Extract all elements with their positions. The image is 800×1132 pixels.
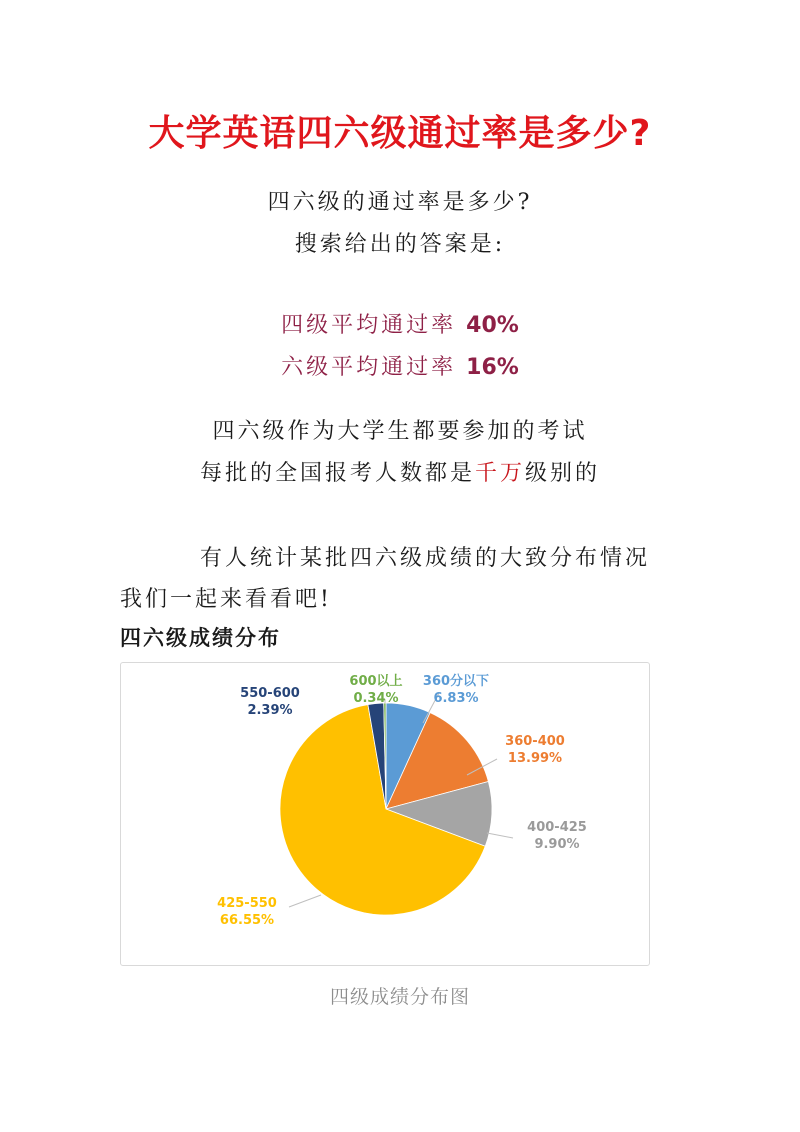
chart-caption: 四级成绩分布图: [329, 986, 470, 1008]
slice-label-4: 550-600: [240, 686, 300, 701]
slice-label-3: 425-550: [217, 896, 277, 911]
slice-label-5: 600以上: [349, 674, 403, 689]
intro-question: 四六级的通过率是多少?: [267, 190, 533, 215]
slice-value-5: 0.34%: [353, 691, 399, 706]
body-line-2-prefix: 每批的全国报考人数都是: [199, 461, 475, 486]
page-title: 大学英语四六级通过率是多少?: [148, 113, 652, 154]
intro-answer-lead: 搜索给出的答案是:: [294, 232, 506, 257]
body-line-1: 四六级作为大学生都要参加的考试: [212, 419, 588, 444]
slice-value-4: 2.39%: [247, 703, 293, 718]
slice-value-3: 66.55%: [219, 913, 275, 928]
cet4-rate-label: 四级平均通过率: [281, 313, 457, 338]
body-line-3: 有人统计某批四六级成绩的大致分布情况: [200, 546, 651, 571]
leader-line-2: [487, 833, 513, 838]
slice-label-2: 400-425: [527, 820, 587, 835]
slice-value-0: 6.83%: [433, 691, 479, 706]
highlight-text: 千万: [474, 461, 525, 486]
slice-label-0: 360分以下: [422, 674, 490, 689]
cet4-rate-value: 40%: [466, 313, 519, 338]
body-line-4: 我们一起来看看吧!: [120, 587, 332, 612]
cet4-rate: [0, 308, 800, 339]
body-line-2: [0, 456, 800, 487]
body-line-2-suffix: 级别的: [525, 461, 601, 486]
section-heading: 四六级成绩分布: [120, 626, 281, 650]
slice-label-1: 360-400: [505, 734, 565, 749]
cet6-rate-label: 六级平均通过率: [281, 355, 457, 380]
pie-chart-frame: [120, 662, 650, 966]
cet6-rate-value: 16%: [466, 355, 519, 380]
cet6-rate: [0, 350, 800, 381]
slice-value-1: 13.99%: [507, 751, 563, 766]
pie-chart: [121, 663, 649, 965]
slice-value-2: 9.90%: [534, 837, 580, 852]
leader-line-3: [289, 895, 321, 907]
